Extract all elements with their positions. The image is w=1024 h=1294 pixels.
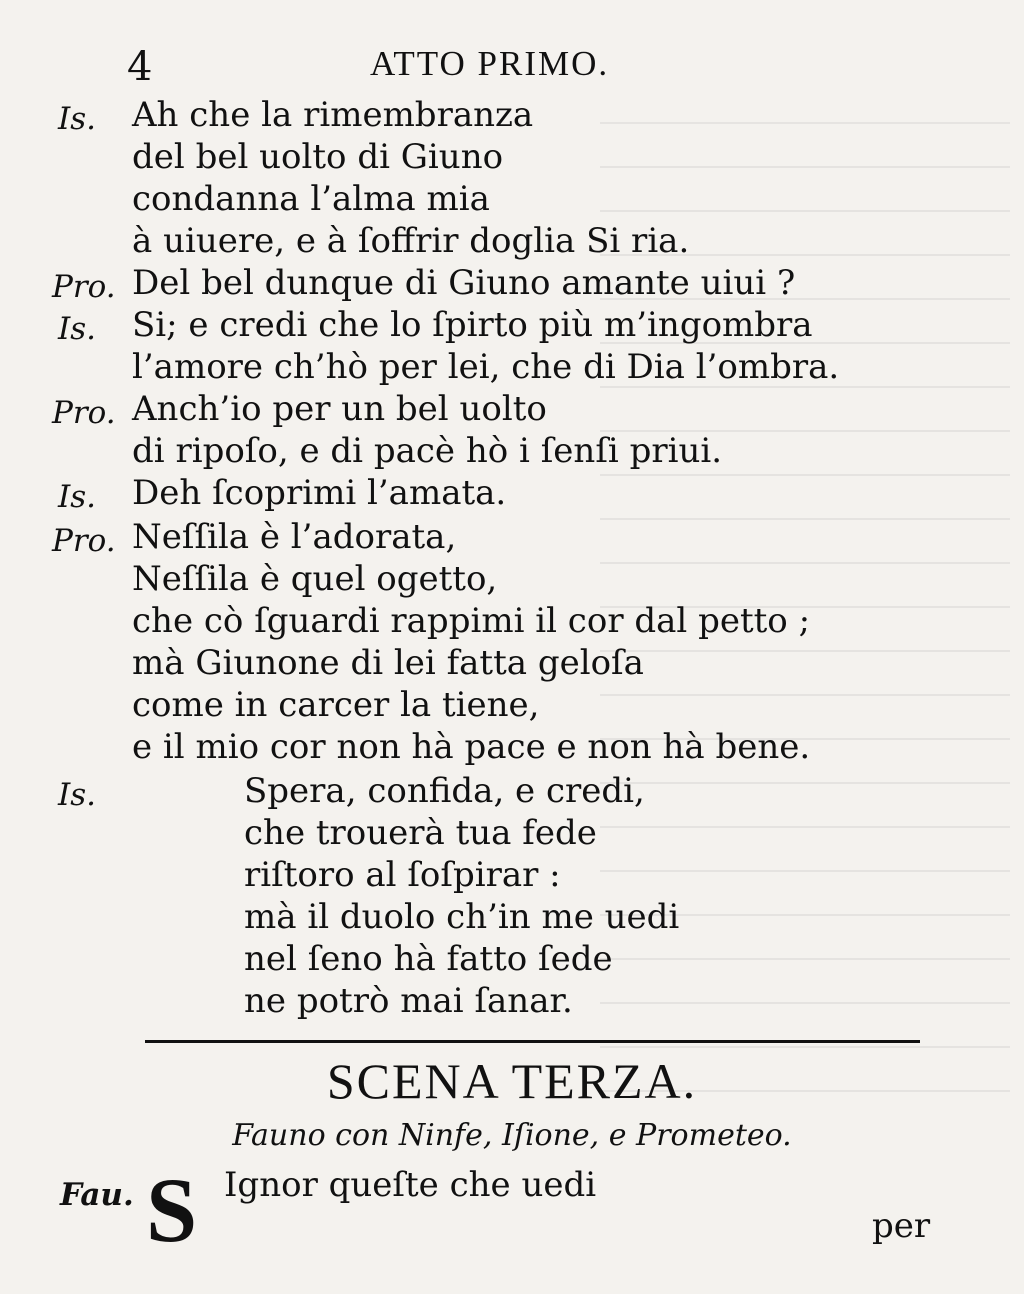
verse-line: à uiuere, e à ſoffrir doglia Si ria.	[132, 221, 690, 261]
verse-line: ne potrò mai ſanar.	[244, 981, 573, 1021]
verse-line: mà Giunone di lei fatta geloſa	[132, 643, 644, 683]
verse-line: Si; e credi che lo ſpirto più m’ingombra	[132, 305, 813, 345]
verse-line: Anch’io per un bel uolto	[132, 389, 547, 429]
verse-line: nel ſeno hà fatto ſede	[244, 939, 613, 979]
drop-cap: S	[146, 1159, 198, 1261]
verse-line: Ignor queſte che uedi	[224, 1165, 597, 1205]
speaker-label: Pro.	[52, 395, 116, 431]
verse-line: come in carcer la tiene,	[132, 685, 540, 725]
verse-line: e il mio cor non hà pace e non hà bene.	[132, 727, 811, 767]
verse-line: Spera, confida, e credi,	[244, 771, 645, 811]
speaker-label: Is.	[58, 479, 97, 515]
verse-line: che cò ſguardi rappimi il cor dal petto ;	[132, 601, 811, 641]
verse-line: condanna l’alma mia	[132, 179, 490, 219]
verse-line: del bel uolto di Giuno	[132, 137, 504, 177]
verse-line: Neſſila è quel ogetto,	[132, 559, 498, 599]
verse-line: Deh ſcoprimi l’amata.	[132, 473, 507, 513]
speaker-label: Is.	[58, 101, 97, 137]
speaker-label: Is.	[58, 311, 97, 347]
speaker-label: Pro.	[52, 269, 116, 305]
verse-line: riſtoro al ſoſpirar :	[244, 855, 561, 895]
running-title: ATTO PRIMO.	[370, 44, 610, 83]
speaker-label: Is.	[58, 777, 97, 813]
speaker-label: Fau.	[60, 1177, 134, 1213]
verse-line: di ripoſo, e di pacè hò i ſenſi priui.	[132, 431, 723, 471]
verse-line: mà il duolo ch’in me uedi	[244, 897, 680, 937]
scene-title: SCENA TERZA.	[326, 1053, 698, 1109]
verse-line: Neſſila è l’adorata,	[132, 517, 457, 557]
verse-line: l’amore ch’hò per lei, che di Dia l’ombra.	[132, 347, 840, 387]
page-number: 4	[127, 44, 153, 90]
section-divider	[145, 1040, 920, 1043]
speaker-label: Pro.	[52, 523, 116, 559]
verse-line: che trouerà tua fede	[244, 813, 597, 853]
verse-line: Del bel dunque di Giuno amante uiui ?	[132, 263, 796, 303]
scene-cast: Fauno con Ninfe, Iſione, e Prometeo.	[232, 1118, 792, 1153]
catchword: per	[872, 1206, 931, 1246]
verse-line: Ah che la rimembranza	[132, 95, 534, 135]
